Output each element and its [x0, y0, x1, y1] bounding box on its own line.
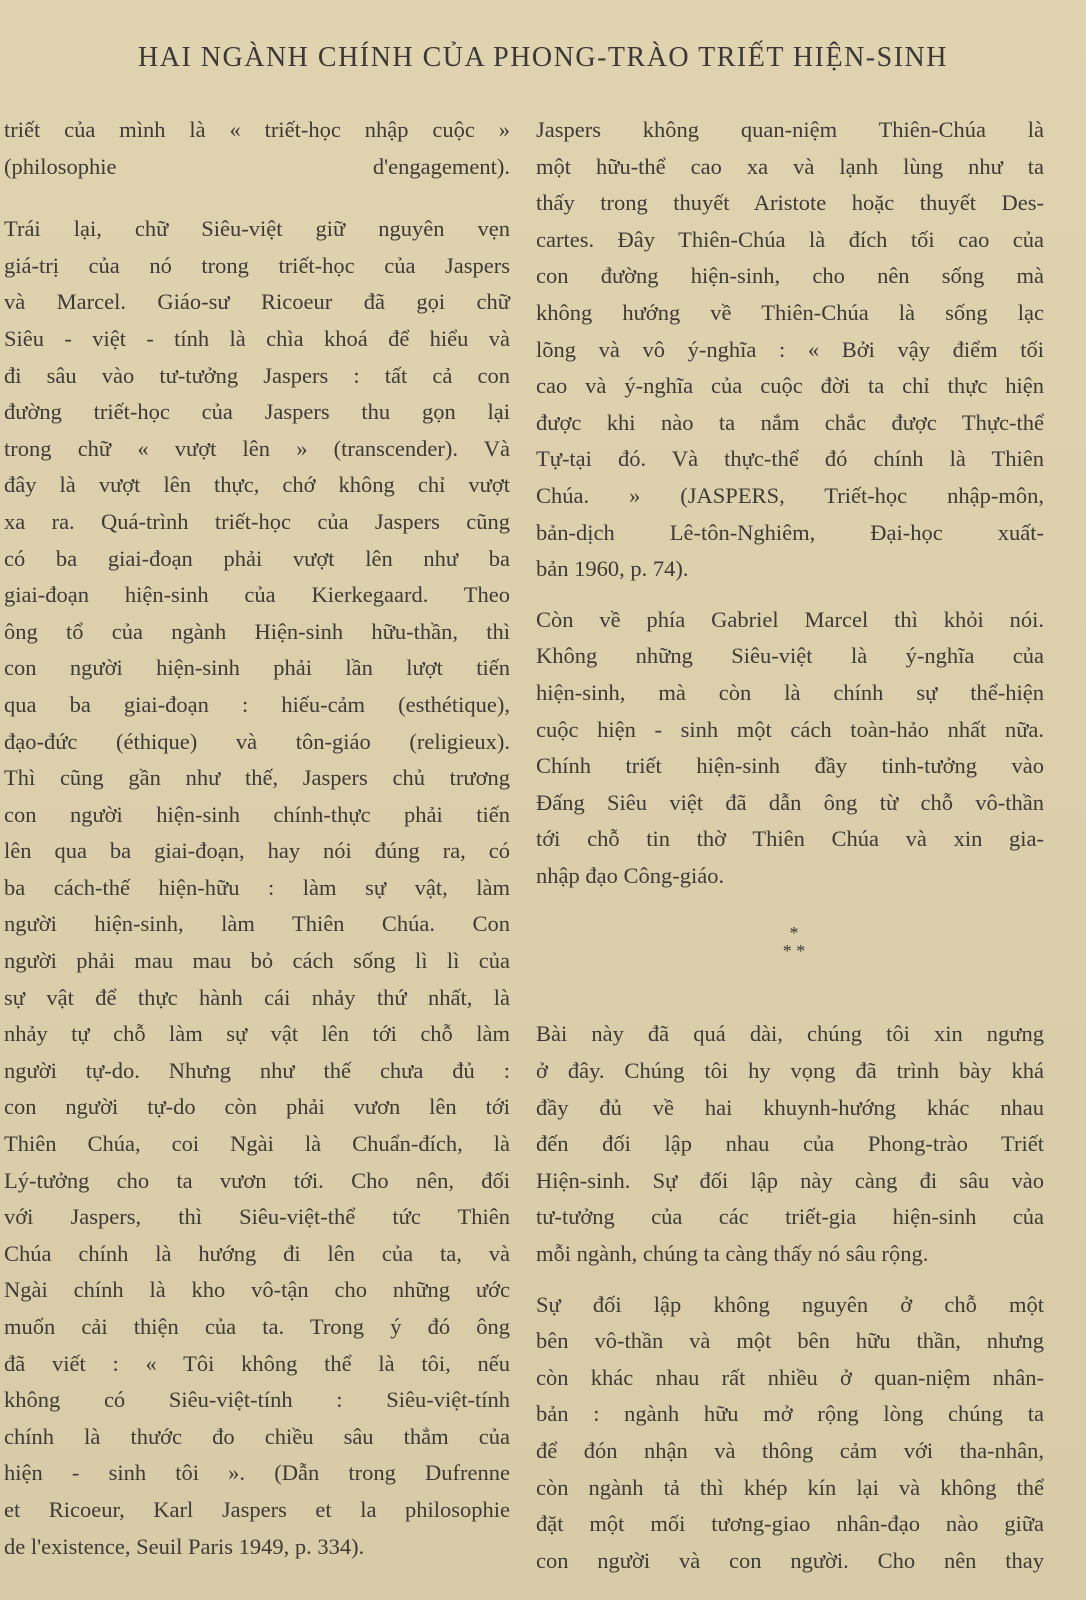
text-line: giai-đoạn hiện-sinh của Kierkegaard. Theo — [4, 582, 510, 608]
paragraph — [536, 1016, 1044, 1272]
text-line: có ba giai-đoạn phải vượt lên như ba — [4, 545, 510, 571]
text-line: bên vô-thần và một bên hữu thần, nhưng — [536, 1328, 1044, 1354]
text-line: đến đối lập nhau của Phong-trào Triết — [536, 1131, 1044, 1157]
text-line: con người hiện-sinh phải lần lượt tiến — [4, 655, 510, 681]
section-separator-bottom: * * — [782, 941, 806, 962]
text-line: người tự-do. Nhưng như thế chưa đủ : — [4, 1057, 510, 1083]
paragraph — [4, 211, 510, 1565]
text-line: nhảy tự chỗ làm sự vật lên tới chỗ làm — [4, 1021, 510, 1047]
text-line: Sự đối lập không nguyên ở chỗ một — [536, 1291, 1044, 1317]
running-header: HAI NGÀNH CHÍNH CỦA PHONG-TRÀO TRIẾT HIỆN-SINH — [138, 42, 948, 73]
text-line: ông tổ của ngành Hiện-sinh hữu-thần, thì — [4, 618, 510, 644]
text-line: đã viết : « Tôi không thể là tôi, nếu — [4, 1350, 510, 1376]
text-line: không hướng về Thiên-Chúa là sống lạc — [536, 299, 1044, 325]
text-line: xa ra. Quá-trình triết-học của Jaspers cũng — [4, 508, 510, 534]
text-line: qua ba giai-đoạn : hiếu-cảm (esthétique), — [4, 691, 510, 717]
text-line: lên qua ba giai-đoạn, hay nói đúng ra, có — [4, 838, 510, 864]
text-line: đặt một mối tương-giao nhân-đạo nào giữa — [536, 1511, 1044, 1537]
text-line: Tự-tại đó. Và thực-thể đó chính là Thiên — [536, 446, 1044, 472]
text-line: đi sâu vào tư-tưởng Jaspers : tất cả con — [4, 362, 510, 388]
section-separator-top: * — [789, 923, 799, 944]
text-line: Siêu - việt - tính là chìa khoá để hiểu và — [4, 325, 510, 351]
right-column — [536, 112, 1044, 1579]
text-line: con người và con người. Cho nên thay — [536, 1547, 1044, 1573]
text-line: tư-tưởng của các triết-gia hiện-sinh của — [536, 1204, 1044, 1230]
text-line: Thì cũng gần như thế, Jaspers chủ trương — [4, 765, 510, 791]
text-line: sự vật để thực hành cái nhảy thứ nhất, là — [4, 984, 510, 1010]
text-line: Đấng Siêu việt đã dẫn ông từ chỗ vô-thần — [536, 789, 1044, 815]
text-line: triết của mình là « triết-học nhập cuộc » — [4, 117, 510, 142]
text-line: (philosophie d'engagement). — [4, 153, 510, 179]
text-line: et Ricoeur, Karl Jaspers et la philosophie — [4, 1496, 510, 1522]
paragraph-gap — [536, 1273, 1044, 1287]
paragraph — [536, 1287, 1044, 1580]
text-line: Lý-tưởng cho ta vươn tới. Cho nên, đối — [4, 1167, 510, 1193]
text-line: thấy trong thuyết Aristote hoặc thuyết Des- — [536, 190, 1044, 216]
paragraph — [536, 112, 1044, 588]
text-line: bản-dịch Lê-tôn-Nghiêm, Đại-học xuất- — [536, 519, 1044, 545]
text-line: không có Siêu-việt-tính : Siêu-việt-tính — [4, 1387, 510, 1413]
text-line: con người hiện-sinh chính-thực phải tiến — [4, 801, 510, 827]
text-line: đạo-đức (éthique) và tôn-giáo (religieux). — [4, 728, 510, 754]
text-line: bản 1960, p. 74). — [536, 556, 689, 582]
text-line: Thiên Chúa, coi Ngài là Chuẩn-đích, là — [4, 1131, 510, 1157]
text-line: Hiện-sinh. Sự đối lập này càng đi sâu vào — [536, 1167, 1044, 1193]
text-line: chính là thước đo chiều sâu thẳm của — [4, 1423, 510, 1449]
text-line: Chúa. » (JASPERS, Triết-học nhập-môn, — [536, 482, 1044, 508]
left-column — [4, 112, 510, 1565]
text-line: muốn cải thiện của ta. Trong ý đó ông — [4, 1314, 510, 1339]
text-line: cao và ý-nghĩa của cuộc đời ta chỉ thực hiện — [536, 373, 1044, 399]
text-line: Trái lại, chữ Siêu-việt giữ nguyên vẹn — [4, 216, 510, 242]
paragraph-gap — [536, 588, 1044, 602]
text-line: cartes. Đây Thiên-Chúa là đích tối cao của — [536, 226, 1044, 252]
paragraph — [4, 112, 510, 185]
text-line: con đường hiện-sinh, cho nên sống mà — [536, 263, 1044, 289]
text-line: de l'existence, Seuil Paris 1949, p. 334). — [4, 1533, 365, 1559]
text-line: Ngài chính là kho vô-tận cho những ước — [4, 1277, 510, 1303]
text-line: Không những Siêu-việt là ý-nghĩa của — [536, 643, 1044, 669]
text-line: ở đây. Chúng tôi hy vọng đã trình bày khá — [536, 1058, 1044, 1084]
text-line: ba cách-thế hiện-hữu : làm sự vật, làm — [4, 874, 510, 900]
text-line: lõng và vô ý-nghĩa : « Bởi vậy điểm tối — [536, 336, 1044, 362]
text-line: hiện - sinh tôi ». (Dẫn trong Dufrenne — [4, 1460, 510, 1486]
text-line: nhập đạo Công-giáo. — [536, 862, 725, 888]
paragraph-gap — [4, 185, 510, 211]
text-line: một hữu-thể cao xa và lạnh lùng như ta — [536, 153, 1044, 179]
text-line: còn ngành tả thì khép kín lại và không thể — [536, 1474, 1044, 1500]
text-line: mỗi ngành, chúng ta càng thấy nó sâu rộng. — [536, 1241, 929, 1267]
text-line: Chúa chính là hướng đi lên của ta, và — [4, 1240, 510, 1266]
text-line: con người tự-do còn phải vươn lên tới — [4, 1094, 510, 1120]
text-line: người phải mau mau bỏ cách sống lì lì của — [4, 948, 510, 974]
text-line: cuộc hiện - sinh một cách toàn-hảo nhất nữa. — [536, 716, 1044, 742]
text-line: Chính triết hiện-sinh đầy tinh-tưởng vào — [536, 753, 1044, 779]
text-line: hiện-sinh, mà còn là chính sự thể-hiện — [536, 679, 1044, 705]
text-line: được khi nào ta nắm chắc được Thực-thể — [536, 409, 1044, 435]
text-line: với Jaspers, thì Siêu-việt-thể tức Thiên — [4, 1204, 510, 1230]
text-line: để đón nhận và thông cảm với tha-nhân, — [536, 1438, 1044, 1463]
text-line: và Marcel. Giáo-sư Ricoeur đã gọi chữ — [4, 289, 510, 315]
text-line: đây là vượt lên thực, chớ không chỉ vượt — [4, 472, 510, 498]
text-line: đường triết-học của Jaspers thu gọn lại — [4, 399, 510, 425]
text-line: tới chỗ tin thờ Thiên Chúa và xin gia- — [536, 826, 1044, 852]
text-line: còn khác nhau rất nhiều ở quan-niệm nhân- — [536, 1364, 1044, 1390]
text-line: bản : ngành hữu mở rộng lòng chúng ta — [536, 1401, 1044, 1427]
text-line: Jaspers không quan-niệm Thiên-Chúa là — [536, 117, 1044, 142]
text-line: người hiện-sinh, làm Thiên Chúa. Con — [4, 911, 510, 937]
paragraph — [536, 602, 1044, 895]
text-line: Còn về phía Gabriel Marcel thì khỏi nói. — [536, 606, 1044, 632]
text-line: đầy đủ về hai khuynh-hướng khác nhau — [536, 1094, 1044, 1120]
text-line: trong chữ « vượt lên » (transcender). Và — [4, 435, 510, 461]
text-line: Bài này đã quá dài, chúng tôi xin ngưng — [536, 1021, 1044, 1047]
text-line: giá-trị của nó trong triết-học của Jaspers — [4, 252, 510, 278]
